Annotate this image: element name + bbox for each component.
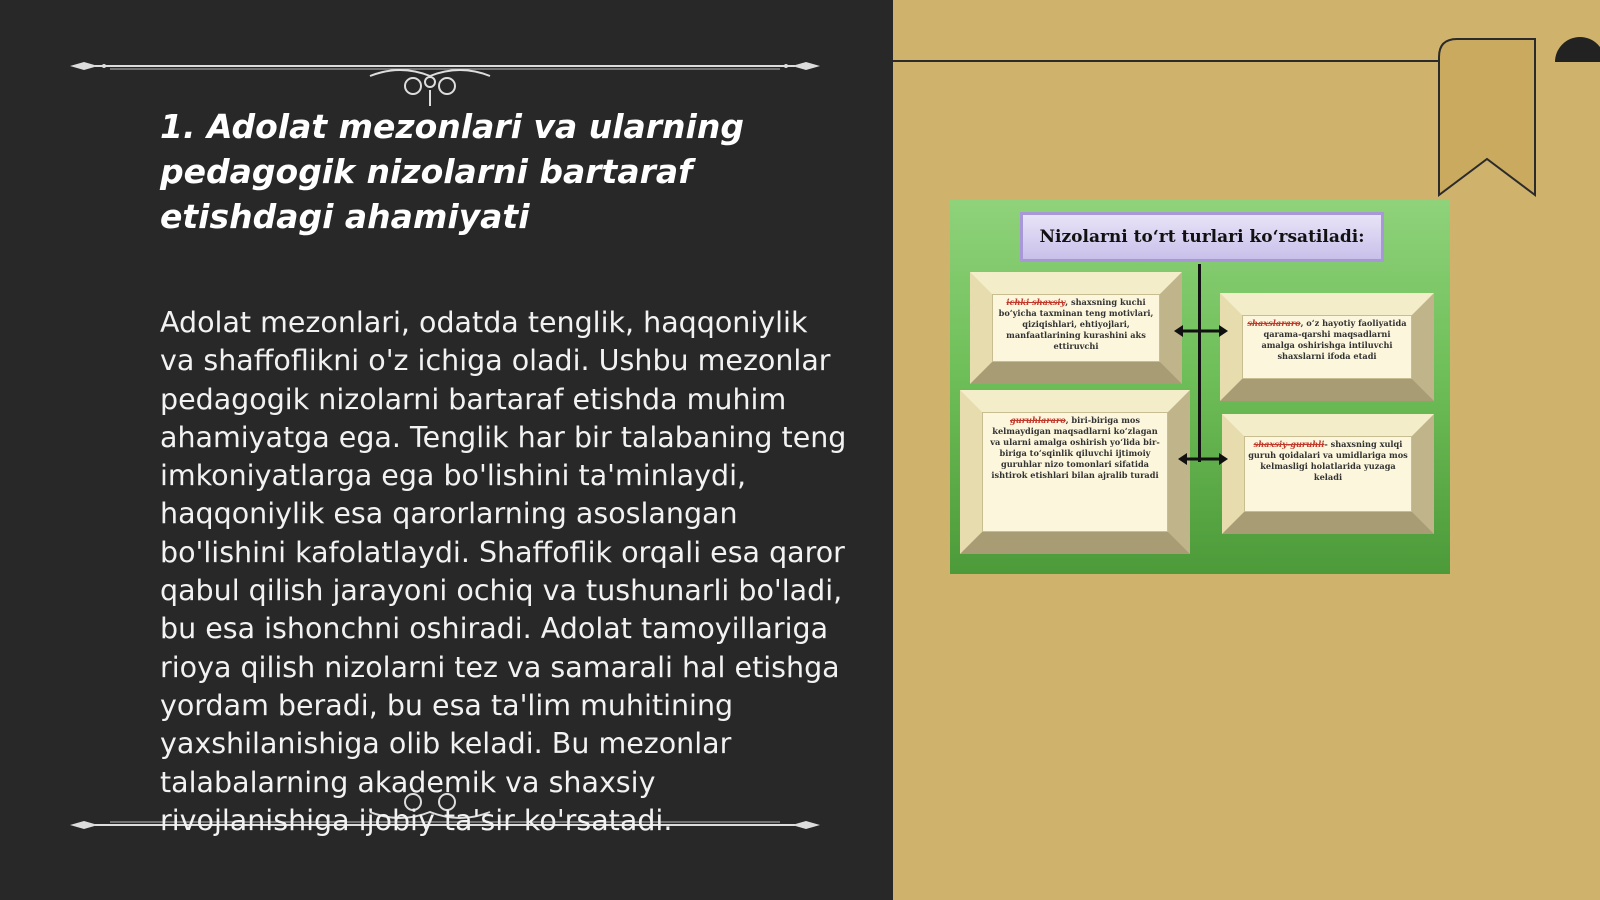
slide-title: 1. Adolat mezonlari va ularning pedagogik nizolarni bartaraf etishdagi ahamiyati xyxy=(160,107,744,236)
double-arrow-icon xyxy=(1174,324,1228,338)
box-keyword: shaxsiy-guruhli xyxy=(1253,439,1325,449)
diagram-box-interpersonal xyxy=(1220,293,1434,401)
diagram-box-intergroup xyxy=(960,390,1190,554)
box-keyword: shaxslararo xyxy=(1247,318,1301,328)
box-text: - shaxsning xulqi guruh qoidalari va umidlariga mos kelmasligi holatlarida yuzaga keladi xyxy=(1248,439,1408,482)
ornament-top xyxy=(70,58,820,108)
divider-line xyxy=(893,60,1438,62)
box-text: , o‘z hayotiy faoliyatida qarama-qarshi maqsadlarni amalga oshirishga intiluvchi shaxslarni ifoda etadi xyxy=(1261,318,1407,361)
slide-body-text: Adolat mezonlari, odatda tenglik, haqqoniylik va shaffoflikni o'z ichiga oladi. Ushbu mezonlar pedagogik nizolarni bartaraf etishda muhim ahamiyatga ega. Tenglik har bir talabaning teng imkoniyatlarga ega bo'lishini ta'minlaydi, haqqoniylik esa qarorlarning asoslangan bo'lishini kafolatlaydi. Shaffoflik orqali esa qaror qabul qilish jarayoni ochiq va tushunarli bo'ladi, bu esa ishonchni oshiradi. Adolat tamoyillariga rioya qilish nizolarni tez va samarali hal etishga yordam beradi, bu esa ta'lim muhitining yaxshilanishiga olib keladi. Bu mezonlar talabalarning akademik va shaxsiy rivojlanishiga ijobiy ta'sir ko'rsatadi. xyxy=(160,306,847,837)
box-keyword: ichki shaxsiy xyxy=(1006,297,1066,307)
diagram-box-intrapersonal xyxy=(970,272,1182,384)
diagram-stem xyxy=(1198,264,1201,462)
bookmark-icon xyxy=(1437,37,1537,197)
double-arrow-icon xyxy=(1178,452,1228,466)
box-text: , shaxsning kuchi bo‘yicha taxminan teng motivlari, qiziqishlari, ehtiyojlari, manfaatlarining kurashini aks ettiruvchi xyxy=(998,297,1154,351)
box-text: , biri-biriga mos kelmaydigan maqsadlarni ko‘zlagan va ularni amalga oshirish yo‘lida bir-biriga to‘sqinlik qiluvchi ijtimoiy guruhlar nizo tomonlari sifatida ishtirok etishlari bilan ajralib turadi xyxy=(990,415,1160,480)
corner-dot xyxy=(1555,37,1600,87)
conflict-types-diagram xyxy=(950,200,1450,574)
diagram-box-personal-group xyxy=(1222,414,1434,534)
box-keyword: guruhlararo xyxy=(1010,415,1066,425)
diagram-title: Nizolarni to‘rt turlari ko‘rsatiladi: xyxy=(1020,212,1384,262)
